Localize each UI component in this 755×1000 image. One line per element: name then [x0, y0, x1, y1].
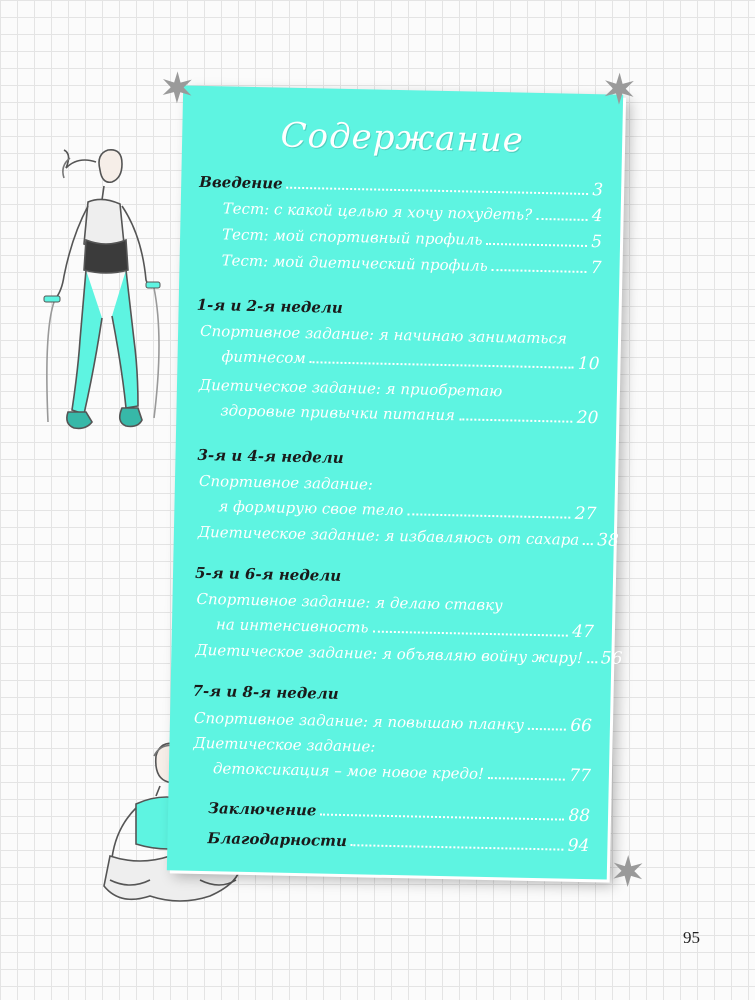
toc-page-number: 20: [576, 407, 599, 429]
toc-entry-label: детоксикация – мое новое кредо!: [212, 759, 485, 783]
toc-heading-label: 7-я и 8-я недели: [192, 681, 339, 703]
toc-page-number: 3: [592, 180, 604, 201]
toc-entry-label: Введение: [199, 172, 283, 193]
toc-entry-label: Благодарности: [207, 829, 348, 851]
toc-heading-week78: [192, 682, 592, 708]
toc-entry-conclusion[interactable]: [208, 798, 590, 826]
toc-entry-week56-diet[interactable]: [195, 640, 623, 669]
toc-entry-test-sport[interactable]: [222, 224, 602, 252]
jump-rope-girl-illustration: [30, 140, 170, 470]
dot-leader: [536, 218, 588, 221]
page-number: 95: [683, 928, 700, 947]
toc-entry-label: здоровые привычки питания: [220, 401, 456, 425]
toc-entry-week78-diet[interactable]: [213, 758, 591, 786]
toc-page-number: 7: [590, 258, 602, 279]
toc-entry-week34-sport-line1[interactable]: Спортивное задание:: [198, 471, 374, 494]
toc-page-number: 5: [591, 232, 603, 253]
dot-leader: [583, 543, 593, 545]
toc-page-number: 66: [570, 715, 593, 737]
toc-heading-week12: [196, 296, 600, 322]
toc-entry-label: Диетическое задание: я объявляю войну жиру!: [195, 640, 584, 667]
dot-leader: [287, 187, 589, 195]
dot-leader: [488, 777, 565, 781]
toc-card: [167, 85, 623, 879]
toc-page-number: 47: [572, 621, 595, 643]
toc-entry-label: Тест: с какой целью я хочу похудеть?: [222, 199, 533, 224]
toc-page-number: 77: [569, 765, 592, 787]
star-icon: [603, 72, 636, 105]
toc-entry-week56-sport-line1[interactable]: Спортивное задание: я делаю ставку: [196, 589, 503, 615]
toc-page-number: 38: [597, 530, 620, 551]
dot-leader: [372, 631, 568, 637]
toc-entry-test-goal[interactable]: [222, 198, 602, 226]
dot-leader: [459, 418, 573, 422]
toc-entry-label: Спортивное задание: я повышаю планку: [193, 708, 525, 734]
toc-entry-week12-sport-line1[interactable]: Спортивное задание: я начинаю заниматься: [199, 321, 568, 348]
dot-leader: [310, 361, 574, 369]
toc-entry-week12-diet[interactable]: [220, 400, 598, 428]
toc-entry-week34-diet[interactable]: [197, 522, 620, 551]
toc-page-number: 94: [567, 835, 590, 857]
dot-leader: [407, 513, 570, 518]
dot-leader: [351, 844, 564, 850]
toc-entry-week56-sport[interactable]: [216, 614, 594, 642]
toc-entry-intro[interactable]: [199, 172, 603, 200]
toc-heading-label: 5-я и 6-я недели: [194, 563, 342, 585]
toc-entry-label: Диетическое задание: я избавляюсь от сахара: [197, 522, 580, 549]
dot-leader: [486, 243, 587, 247]
toc-title: Содержание: [280, 115, 525, 161]
toc-entry-test-diet[interactable]: [221, 250, 601, 278]
dot-leader: [528, 728, 566, 731]
dot-leader: [320, 814, 564, 821]
toc-entry-label: Тест: мой спортивный профиль: [221, 225, 483, 249]
toc-heading-week34: [197, 446, 597, 472]
toc-entry-week78-sport[interactable]: [194, 708, 592, 736]
toc-heading-label: 3-я и 4-я недели: [197, 445, 344, 467]
toc-entry-label: я формирую свое тело: [218, 497, 404, 520]
toc-entry-week34-sport[interactable]: [218, 496, 596, 524]
star-icon: [161, 71, 194, 104]
toc-entry-label: Заключение: [207, 799, 317, 820]
dot-leader: [587, 661, 597, 663]
dot-leader: [492, 269, 587, 273]
toc-page-number: 88: [568, 805, 591, 827]
toc-heading-label: 1-я и 2-я недели: [196, 295, 343, 317]
toc-entry-week12-diet-line1[interactable]: Диетическое задание: я приобретаю: [198, 375, 503, 401]
toc-page-number: 4: [591, 206, 603, 227]
toc-entry-label: Тест: мой диетический профиль: [221, 251, 488, 275]
toc-heading-week56: [195, 564, 595, 590]
toc-entry-label: фитнесом: [221, 347, 307, 368]
toc-page-number: 10: [577, 353, 600, 375]
toc-entry-label: на интенсивность: [215, 615, 369, 637]
star-icon: [612, 855, 645, 888]
toc-entry-week78-diet-line1[interactable]: Диетическое задание:: [193, 733, 376, 756]
toc-page-number: 56: [600, 648, 623, 669]
toc-entry-thanks[interactable]: [207, 828, 589, 856]
toc-entry-week12-sport[interactable]: [221, 346, 599, 374]
toc-page-number: 27: [574, 503, 597, 525]
